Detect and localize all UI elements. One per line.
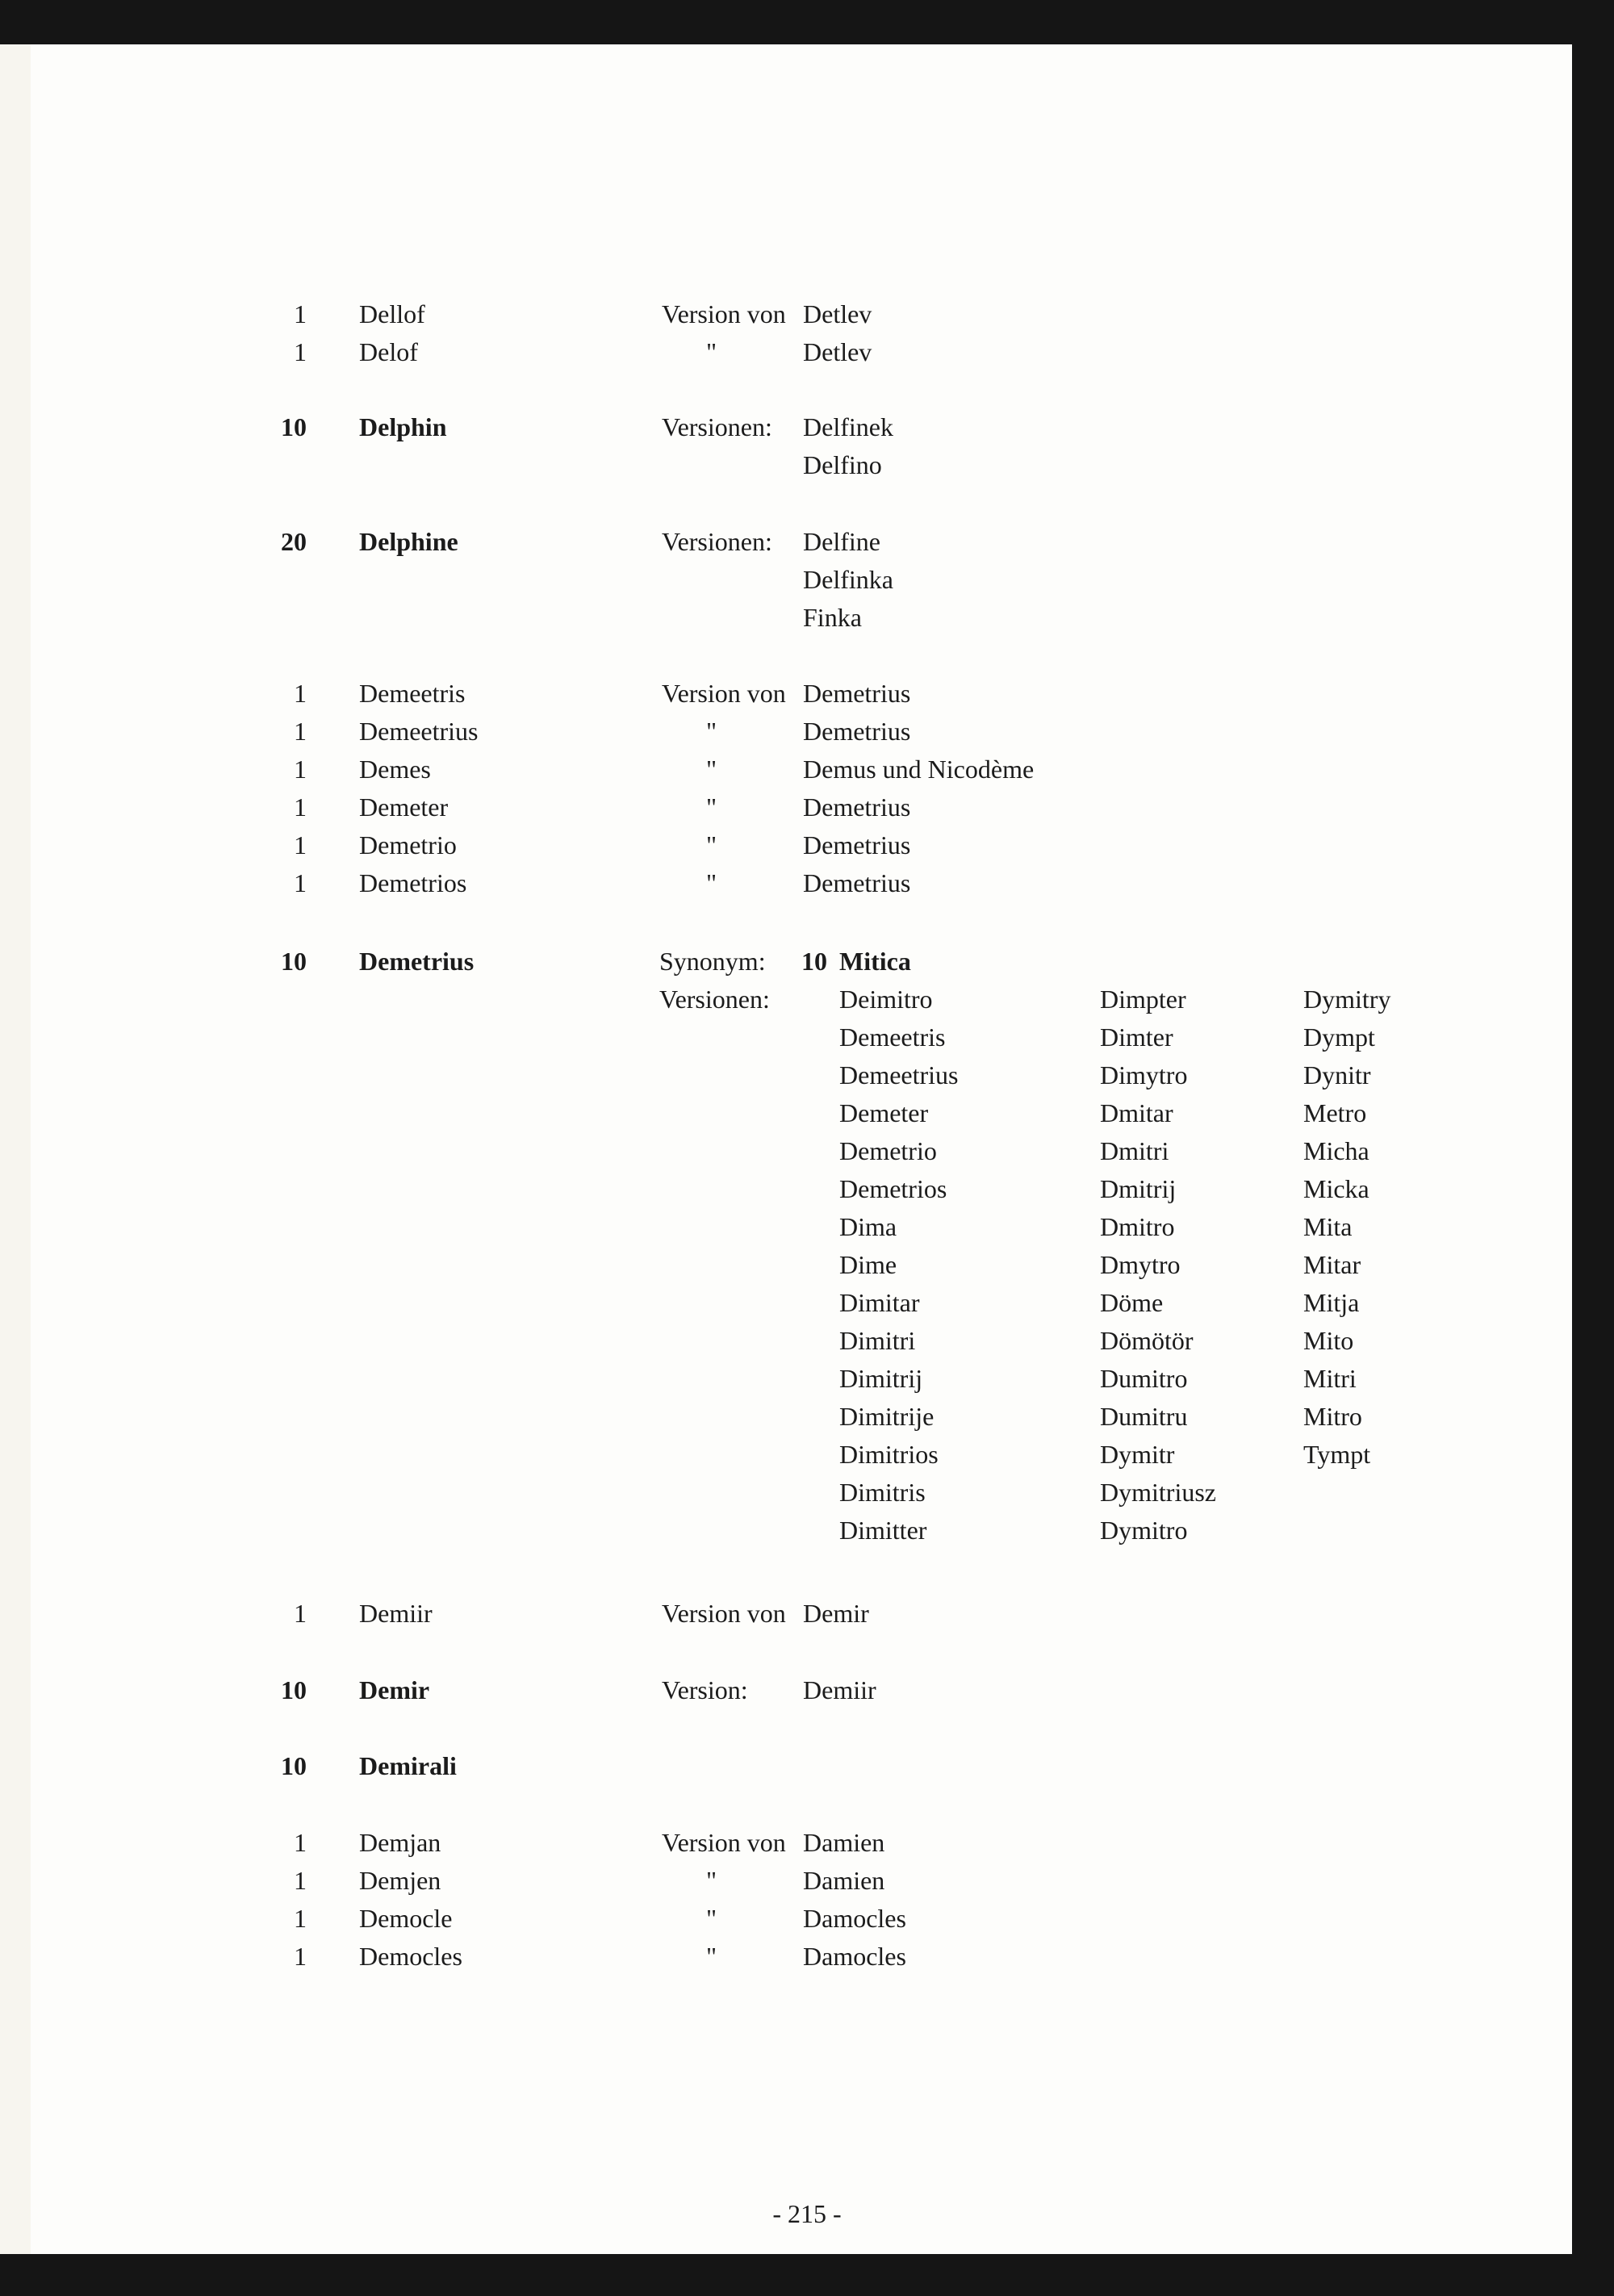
page-edge — [0, 44, 33, 2254]
version-name: Dimitris — [839, 1478, 926, 1507]
entry-target: Demetrius — [803, 679, 911, 708]
entry-relation: Version: — [662, 1675, 748, 1704]
entry-count: 1 — [294, 755, 307, 784]
version-name: Metro — [1303, 1098, 1367, 1127]
entry-target: Demus und Nicodème — [803, 755, 1035, 784]
entry-name: Democles — [359, 1942, 462, 1971]
ditto-mark: " — [706, 1866, 717, 1895]
version-name: Dumitro — [1100, 1364, 1188, 1393]
entry-target: Delfino — [803, 450, 882, 479]
versions-label: Versionen: — [659, 985, 770, 1014]
entry-relation: Version von — [662, 1599, 786, 1628]
entry-target: Delfinka — [803, 565, 893, 594]
entry-count: 10 — [281, 1751, 307, 1780]
entry-target: Damocles — [803, 1904, 906, 1933]
version-name: Dimytro — [1100, 1060, 1188, 1089]
entry-name: Demiir — [359, 1599, 433, 1628]
entry-name: Demetrio — [359, 830, 457, 859]
entry-target: Detlev — [803, 299, 872, 328]
entry-count: 1 — [294, 1942, 307, 1971]
entry-target: Damien — [803, 1828, 885, 1857]
version-name: Demetrio — [839, 1136, 937, 1165]
version-name: Deimitro — [839, 985, 933, 1014]
entry-count: 1 — [294, 337, 307, 366]
entry-target: Demir — [803, 1599, 869, 1628]
entry-count: 1 — [294, 1904, 307, 1933]
version-name: Demeter — [839, 1098, 929, 1127]
entry-count: 1 — [294, 830, 307, 859]
version-name: Dimitter — [839, 1516, 927, 1545]
ditto-mark: " — [706, 868, 717, 897]
entry-name: Delphin — [359, 412, 447, 441]
entry-target: Demiir — [803, 1675, 876, 1704]
entry-count: 10 — [281, 1675, 307, 1704]
entry-count: 1 — [294, 1866, 307, 1895]
version-name: Dime — [839, 1250, 897, 1279]
entry-name: Demir — [359, 1675, 430, 1704]
entry-relation: Versionen: — [662, 527, 772, 556]
version-name: Mitri — [1303, 1364, 1357, 1393]
entry-count: 1 — [294, 1599, 307, 1628]
version-name: Dynitr — [1303, 1060, 1371, 1089]
version-name: Dymitry — [1303, 985, 1391, 1014]
entry-relation: Version von — [662, 299, 786, 328]
version-name: Mita — [1303, 1212, 1353, 1241]
entry-count: 1 — [294, 793, 307, 822]
entry-relation: Versionen: — [662, 412, 772, 441]
entry-count: 1 — [294, 679, 307, 708]
version-name: Dimitrij — [839, 1364, 923, 1393]
version-name: Dmytro — [1100, 1250, 1181, 1279]
entry-name: Demeetrius — [359, 717, 479, 746]
entry-relation: Version von — [662, 1828, 786, 1857]
version-name: Dymitriusz — [1100, 1478, 1216, 1507]
entry-target: Demetrius — [803, 868, 911, 897]
entry-count: 1 — [294, 868, 307, 897]
entry-name: Delof — [359, 337, 418, 366]
version-name: Mitar — [1303, 1250, 1361, 1279]
page-number: - 215 - — [772, 2199, 842, 2228]
entry-target: Damien — [803, 1866, 885, 1895]
version-name: Dymitr — [1100, 1440, 1175, 1469]
version-name: Mitja — [1303, 1288, 1360, 1317]
entry-count: 10 — [281, 947, 307, 976]
version-name: Tympt — [1303, 1440, 1371, 1469]
version-name: Mitro — [1303, 1402, 1362, 1431]
entry-count: 1 — [294, 717, 307, 746]
version-name: Dimitrios — [839, 1440, 939, 1469]
synonym-count: 10 — [801, 947, 827, 976]
version-name: Dympt — [1303, 1023, 1375, 1052]
ditto-mark: " — [706, 830, 717, 859]
ditto-mark: " — [706, 1942, 717, 1971]
version-name: Dimpter — [1100, 985, 1186, 1014]
entry-name: Demjen — [359, 1866, 441, 1895]
version-name: Dmitro — [1100, 1212, 1175, 1241]
version-name: Dima — [839, 1212, 897, 1241]
entry-target: Demetrius — [803, 830, 911, 859]
entry-count: 1 — [294, 299, 307, 328]
version-name: Demeetrius — [839, 1060, 959, 1089]
version-name: Dimter — [1100, 1023, 1173, 1052]
entry-name: Dellof — [359, 299, 425, 328]
entry-target: Demetrius — [803, 793, 911, 822]
version-name: Dmitar — [1100, 1098, 1173, 1127]
ditto-mark: " — [706, 717, 717, 746]
entry-name: Demirali — [359, 1751, 457, 1780]
entry-name: Demetrius — [359, 947, 475, 976]
version-name: Micka — [1303, 1174, 1369, 1203]
synonym-label: Synonym: — [659, 947, 766, 976]
version-name: Demeetris — [839, 1023, 946, 1052]
entry-count: 1 — [294, 1828, 307, 1857]
entry-target: Finka — [803, 603, 862, 632]
entry-target: Delfinek — [803, 412, 893, 441]
version-name: Dimitrije — [839, 1402, 935, 1431]
version-name: Dmitri — [1100, 1136, 1169, 1165]
entry-relation: Version von — [662, 679, 786, 708]
ditto-mark: " — [706, 337, 717, 366]
entry-target: Delfine — [803, 527, 880, 556]
version-name: Dimitar — [839, 1288, 920, 1317]
entry-name: Demetrios — [359, 868, 467, 897]
entry-name: Delphine — [359, 527, 458, 556]
version-name: Dömötör — [1100, 1326, 1194, 1355]
ditto-mark: " — [706, 793, 717, 822]
entry-name: Demjan — [359, 1828, 441, 1857]
version-name: Dmitrij — [1100, 1174, 1177, 1203]
entry-name: Demeetris — [359, 679, 466, 708]
entry-target: Demetrius — [803, 717, 911, 746]
version-name: Mito — [1303, 1326, 1354, 1355]
version-name: Demetrios — [839, 1174, 947, 1203]
entry-target: Detlev — [803, 337, 872, 366]
entry-target: Damocles — [803, 1942, 906, 1971]
entry-count: 20 — [281, 527, 307, 556]
version-name: Dymitro — [1100, 1516, 1188, 1545]
ditto-mark: " — [706, 1904, 717, 1933]
entry-name: Democle — [359, 1904, 453, 1933]
synonym-name: Mitica — [839, 947, 911, 976]
ditto-mark: " — [706, 755, 717, 784]
version-name: Dimitri — [839, 1326, 916, 1355]
entry-name: Demes — [359, 755, 431, 784]
entry-count: 10 — [281, 412, 307, 441]
entry-name: Demeter — [359, 793, 449, 822]
version-name: Döme — [1100, 1288, 1164, 1317]
version-name: Dumitru — [1100, 1402, 1188, 1431]
version-name: Micha — [1303, 1136, 1369, 1165]
